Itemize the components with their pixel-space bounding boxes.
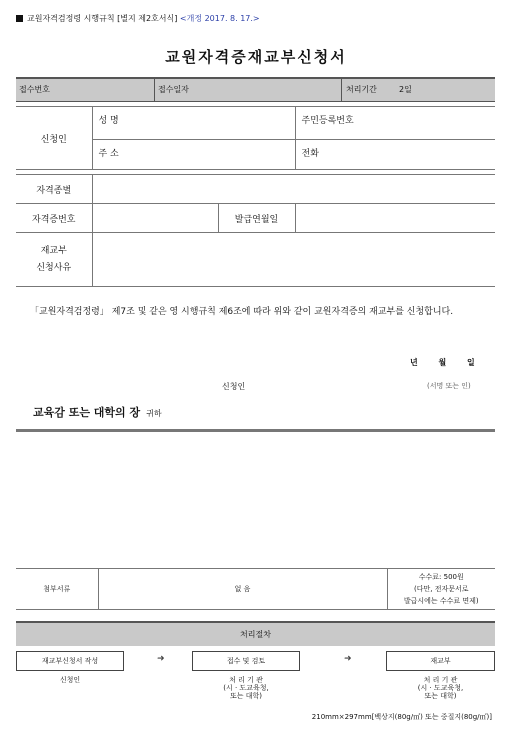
procedure-title: 처리절차 (16, 621, 495, 646)
receipt-no-label: 접수번호 (19, 85, 50, 94)
revision-link[interactable]: <개정 2017. 8. 17.> (179, 14, 260, 23)
paper-spec-footer: 210mm×297mm[백상지(80g/㎡) 또는 중질지(80g/㎡)] (311, 713, 492, 721)
arrow-right-icon: ➜ (344, 654, 352, 664)
reason-label-line2: 신청사유 (36, 262, 72, 273)
applicant-table (16, 106, 495, 170)
applicant-section-label: 신청인 (16, 107, 92, 170)
resident-no-label: 주민등록번호 (301, 116, 354, 126)
procedure-step-review: 접수 및 검토 (192, 651, 300, 671)
square-bullet-icon (16, 15, 23, 22)
signature-placeholder[interactable]: (서명 또는 인) (427, 382, 471, 390)
form-reference-line (16, 13, 260, 24)
divider (341, 79, 342, 101)
page-title: 교원자격증재교부신청서 (165, 48, 347, 66)
attachments-label: 첨부서류 (16, 569, 98, 610)
fee-info (387, 569, 495, 610)
section-divider (16, 429, 495, 432)
fee-line3: 발급시에는 수수료 면제) (403, 597, 479, 605)
date-line: 년 월 일 (410, 358, 475, 367)
receipt-date-label: 접수일자 (158, 85, 189, 94)
actor-line: 처 리 기 관 (229, 676, 263, 684)
applicant-sign-label: 신청인 (222, 382, 246, 391)
cert-no-field[interactable] (92, 204, 218, 233)
fee-line2: (다만, 전자문서로 (413, 585, 469, 593)
procedure-actor-agency (386, 676, 495, 700)
recipient (33, 404, 162, 420)
reissue-reason-field[interactable] (92, 233, 495, 287)
phone-label: 전화 (301, 149, 319, 159)
processing-period-value: 2일 (399, 85, 412, 94)
name-label: 성 명 (98, 116, 119, 126)
processing-period-label: 처리기간 (346, 85, 377, 94)
actor-line: 처 리 기 관 (423, 676, 458, 684)
qualification-type-label: 자격종별 (16, 175, 92, 204)
fee-line1: 수수료: 500원 (418, 573, 464, 581)
procedure-actor-agency (192, 676, 300, 700)
resident-no-field[interactable] (295, 107, 495, 140)
form-rule-text: 교원자격검정령 시행규칙 [별지 제2호서식] (27, 14, 178, 23)
recipient-name: 교육감 또는 대학의 장 (33, 406, 141, 419)
declaration-text: 「교원자격검정령」 제7조 및 같은 영 시행규칙 제6조에 따라 위와 같이 교원자격증의 재교부를 신청합니다. (30, 307, 454, 317)
actor-line: (시 · 도교육청, (223, 684, 269, 692)
qualification-table (16, 174, 495, 287)
procedure-step-write: 재교부신청서 작성 (16, 651, 124, 671)
attachments-table (16, 568, 495, 610)
recipient-suffix: 귀하 (146, 409, 162, 418)
procedure-step-reissue: 재교부 (386, 651, 495, 671)
name-field[interactable] (92, 107, 295, 140)
reissue-reason-label (16, 233, 92, 287)
issue-date-field[interactable] (295, 204, 495, 233)
actor-line: 또는 대학) (229, 692, 262, 700)
reason-label-line1: 재교부 (40, 245, 67, 256)
actor-line: (시 · 도교육청, (417, 684, 464, 692)
procedure-actor-applicant (16, 676, 124, 684)
attachments-value: 없 음 (98, 569, 387, 610)
qualification-type-field[interactable] (92, 175, 495, 204)
actor-line: 또는 대학) (424, 692, 457, 700)
reception-bar (16, 77, 495, 102)
arrow-right-icon: ➜ (157, 654, 165, 664)
issue-date-label: 발급연월일 (218, 204, 295, 233)
address-field[interactable] (92, 140, 295, 170)
actor-line: 신청인 (59, 676, 81, 684)
address-label: 주 소 (98, 149, 119, 159)
cert-no-label: 자격증번호 (16, 204, 92, 233)
phone-field[interactable] (295, 140, 495, 170)
